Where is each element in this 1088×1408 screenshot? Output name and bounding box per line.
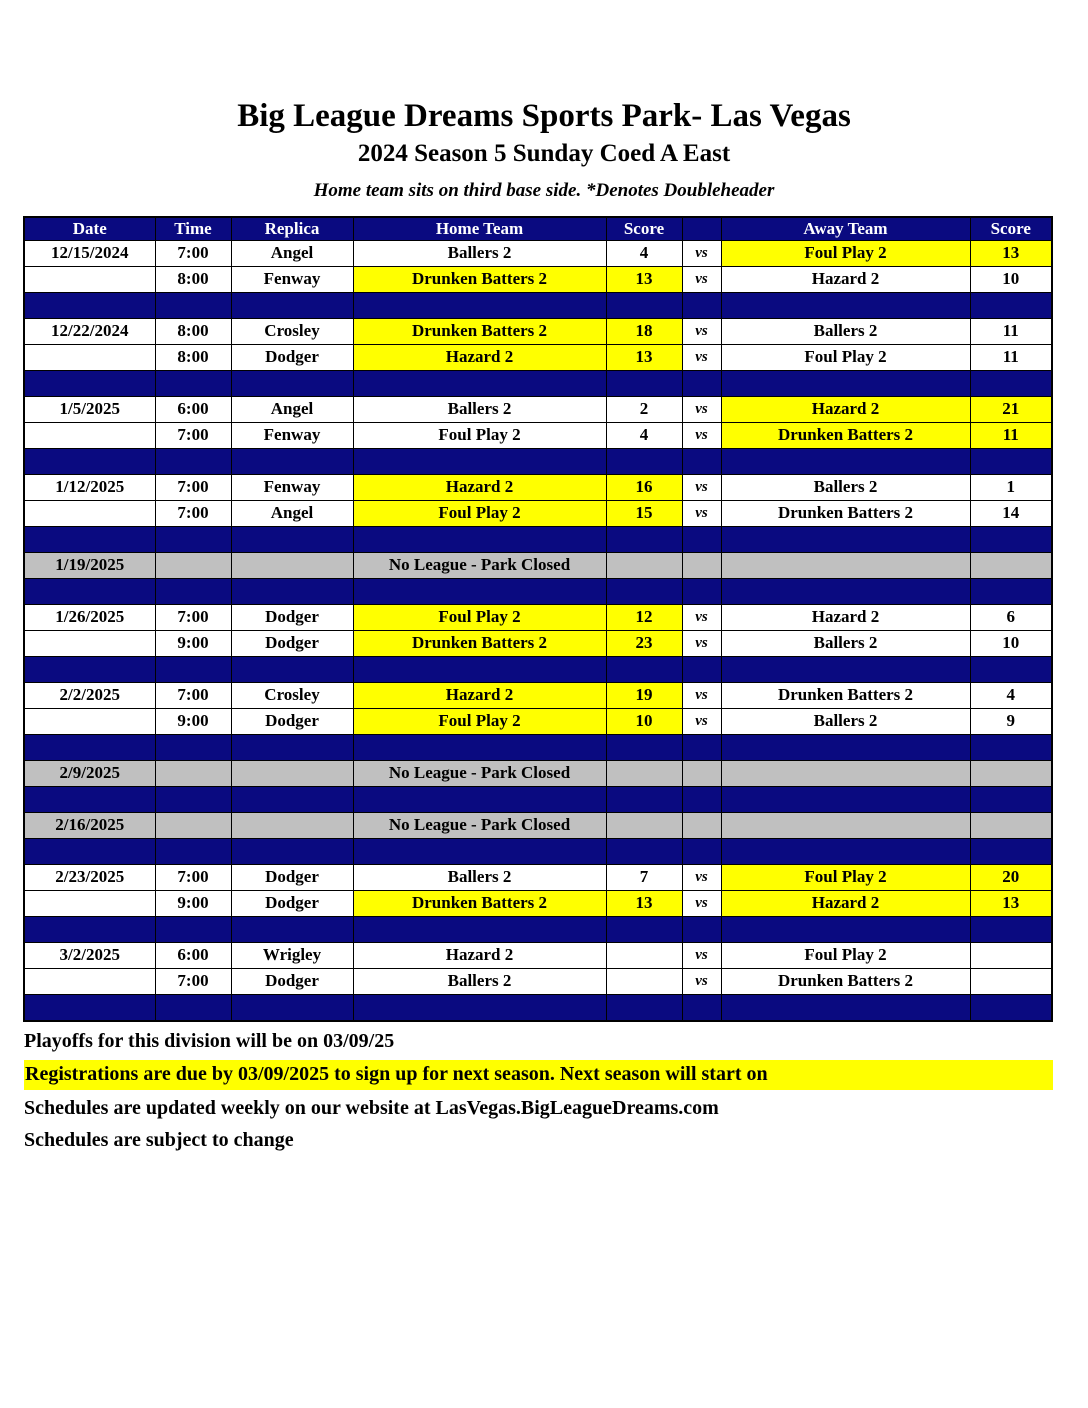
- separator-row: [24, 578, 1052, 604]
- game-replica: Fenway: [231, 422, 353, 448]
- separator-cell: [606, 292, 682, 318]
- closed-cell: [970, 760, 1052, 786]
- game-replica: Fenway: [231, 266, 353, 292]
- game-replica: Dodger: [231, 864, 353, 890]
- home-team-score: 23: [606, 630, 682, 656]
- separator-cell: [155, 734, 231, 760]
- schedule-table: [23, 216, 1053, 1022]
- game-time: 9:00: [155, 890, 231, 916]
- vs-label: vs: [682, 396, 721, 422]
- separator-cell: [353, 994, 606, 1021]
- separator-cell: [606, 786, 682, 812]
- away-team-score: 14: [970, 500, 1052, 526]
- separator-cell: [721, 786, 970, 812]
- website-note: Schedules are updated weekly on our website at LasVegas.BigLeagueDreams.com: [24, 1096, 719, 1119]
- closed-cell: [606, 552, 682, 578]
- col-header-date: Date: [24, 217, 155, 241]
- away-team-name: Ballers 2: [721, 630, 970, 656]
- col-header-vs: [682, 217, 721, 241]
- vs-label: vs: [682, 266, 721, 292]
- away-team-name: Foul Play 2: [721, 864, 970, 890]
- closed-cell: [721, 552, 970, 578]
- vs-label: vs: [682, 890, 721, 916]
- game-replica: Wrigley: [231, 942, 353, 968]
- separator-cell: [970, 994, 1052, 1021]
- game-row: [24, 864, 1052, 890]
- away-team-name: Hazard 2: [721, 890, 970, 916]
- separator-cell: [606, 526, 682, 552]
- away-team-name: Hazard 2: [721, 396, 970, 422]
- footer: [24, 1030, 1053, 1152]
- separator-cell: [606, 994, 682, 1021]
- separator-cell: [24, 526, 155, 552]
- away-team-name: Drunken Batters 2: [721, 500, 970, 526]
- game-time: 6:00: [155, 942, 231, 968]
- page-subtitle: 2024 Season 5 Sunday Coed A East: [357, 140, 731, 168]
- game-row: [24, 630, 1052, 656]
- separator-row: [24, 292, 1052, 318]
- registrations-note: Registrations are due by 03/09/2025 to sign up for next season. Next season will start on: [24, 1060, 1053, 1090]
- game-date: [24, 344, 155, 370]
- separator-cell: [721, 292, 970, 318]
- away-team-name: Foul Play 2: [721, 344, 970, 370]
- away-team-score: 9: [970, 708, 1052, 734]
- closed-cell: [606, 812, 682, 838]
- separator-cell: [24, 994, 155, 1021]
- separator-cell: [231, 838, 353, 864]
- game-time: 7:00: [155, 474, 231, 500]
- game-row: [24, 682, 1052, 708]
- separator-row: [24, 734, 1052, 760]
- home-team-name: Hazard 2: [353, 344, 606, 370]
- separator-cell: [155, 838, 231, 864]
- separator-row: [24, 448, 1052, 474]
- separator-cell: [721, 370, 970, 396]
- game-row: [24, 344, 1052, 370]
- game-date: 12/15/2024: [24, 240, 155, 266]
- away-team-score: [970, 968, 1052, 994]
- separator-cell: [682, 994, 721, 1021]
- game-replica: Dodger: [231, 708, 353, 734]
- game-replica: Crosley: [231, 682, 353, 708]
- separator-cell: [24, 656, 155, 682]
- separator-cell: [970, 656, 1052, 682]
- separator-cell: [970, 292, 1052, 318]
- game-time: 9:00: [155, 630, 231, 656]
- vs-label: vs: [682, 708, 721, 734]
- separator-cell: [155, 786, 231, 812]
- home-team-score: [606, 942, 682, 968]
- separator-cell: [353, 656, 606, 682]
- game-replica: Crosley: [231, 318, 353, 344]
- game-date: [24, 708, 155, 734]
- separator-cell: [682, 838, 721, 864]
- game-date: 12/22/2024: [24, 318, 155, 344]
- game-time: 8:00: [155, 344, 231, 370]
- separator-cell: [231, 734, 353, 760]
- game-date: [24, 500, 155, 526]
- game-row: [24, 942, 1052, 968]
- home-team-name: Ballers 2: [353, 240, 606, 266]
- vs-label: vs: [682, 942, 721, 968]
- closed-label: No League - Park Closed: [353, 812, 606, 838]
- away-team-name: Ballers 2: [721, 708, 970, 734]
- home-team-name: Ballers 2: [353, 968, 606, 994]
- game-date: [24, 422, 155, 448]
- separator-cell: [682, 786, 721, 812]
- game-time: 7:00: [155, 422, 231, 448]
- separator-cell: [231, 786, 353, 812]
- home-team-score: 7: [606, 864, 682, 890]
- schedule-table-body: [24, 240, 1052, 1021]
- separator-cell: [606, 448, 682, 474]
- col-header-time: Time: [155, 217, 231, 241]
- game-row: [24, 604, 1052, 630]
- game-row: [24, 708, 1052, 734]
- separator-cell: [155, 370, 231, 396]
- separator-cell: [155, 994, 231, 1021]
- separator-cell: [24, 786, 155, 812]
- vs-label: vs: [682, 474, 721, 500]
- game-date: [24, 630, 155, 656]
- closed-cell: [155, 552, 231, 578]
- game-time: 8:00: [155, 266, 231, 292]
- away-team-score: 10: [970, 266, 1052, 292]
- separator-cell: [155, 916, 231, 942]
- separator-cell: [682, 656, 721, 682]
- home-team-score: 10: [606, 708, 682, 734]
- game-replica: Dodger: [231, 968, 353, 994]
- game-row: [24, 890, 1052, 916]
- game-date: 2/2/2025: [24, 682, 155, 708]
- away-team-score: 1: [970, 474, 1052, 500]
- game-time: 7:00: [155, 604, 231, 630]
- separator-row: [24, 994, 1052, 1021]
- away-team-name: Foul Play 2: [721, 942, 970, 968]
- home-team-name: Drunken Batters 2: [353, 266, 606, 292]
- separator-cell: [721, 578, 970, 604]
- separator-cell: [721, 994, 970, 1021]
- away-team-name: Hazard 2: [721, 266, 970, 292]
- game-row: [24, 500, 1052, 526]
- game-replica: Dodger: [231, 890, 353, 916]
- col-header-away-team: Away Team: [721, 217, 970, 241]
- home-team-score: 18: [606, 318, 682, 344]
- separator-cell: [353, 370, 606, 396]
- separator-cell: [721, 656, 970, 682]
- home-team-score: 13: [606, 344, 682, 370]
- separator-cell: [231, 526, 353, 552]
- separator-cell: [24, 734, 155, 760]
- closed-date: 1/19/2025: [24, 552, 155, 578]
- separator-cell: [682, 734, 721, 760]
- home-team-score: 15: [606, 500, 682, 526]
- away-team-score: 10: [970, 630, 1052, 656]
- col-header-home-score: Score: [606, 217, 682, 241]
- separator-cell: [682, 526, 721, 552]
- game-row: [24, 396, 1052, 422]
- separator-cell: [155, 656, 231, 682]
- col-header-replica: Replica: [231, 217, 353, 241]
- separator-row: [24, 370, 1052, 396]
- game-row: [24, 968, 1052, 994]
- game-row: [24, 318, 1052, 344]
- closed-cell: [682, 760, 721, 786]
- away-team-score: 20: [970, 864, 1052, 890]
- game-date: [24, 890, 155, 916]
- away-team-score: 6: [970, 604, 1052, 630]
- home-team-note: Home team sits on third base side. *Denotes Doubleheader: [313, 179, 775, 201]
- separator-row: [24, 838, 1052, 864]
- separator-cell: [606, 916, 682, 942]
- closed-cell: [231, 760, 353, 786]
- separator-cell: [970, 448, 1052, 474]
- separator-cell: [231, 292, 353, 318]
- separator-cell: [353, 916, 606, 942]
- closed-cell: [606, 760, 682, 786]
- away-team-score: 11: [970, 422, 1052, 448]
- away-team-score: 13: [970, 890, 1052, 916]
- separator-cell: [970, 916, 1052, 942]
- separator-cell: [606, 734, 682, 760]
- game-row: [24, 266, 1052, 292]
- separator-cell: [682, 578, 721, 604]
- separator-cell: [606, 656, 682, 682]
- game-time: 9:00: [155, 708, 231, 734]
- game-date: 2/23/2025: [24, 864, 155, 890]
- game-date: [24, 266, 155, 292]
- separator-cell: [721, 734, 970, 760]
- separator-cell: [682, 370, 721, 396]
- separator-cell: [721, 916, 970, 942]
- vs-label: vs: [682, 864, 721, 890]
- home-team-name: Foul Play 2: [353, 604, 606, 630]
- separator-cell: [231, 916, 353, 942]
- home-team-name: Foul Play 2: [353, 708, 606, 734]
- page-title: Big League Dreams Sports Park- Las Vegas: [237, 98, 851, 134]
- separator-cell: [353, 292, 606, 318]
- game-date: 1/26/2025: [24, 604, 155, 630]
- away-team-score: 11: [970, 318, 1052, 344]
- separator-cell: [721, 448, 970, 474]
- home-team-name: Hazard 2: [353, 474, 606, 500]
- game-replica: Dodger: [231, 604, 353, 630]
- game-replica: Dodger: [231, 630, 353, 656]
- game-time: 6:00: [155, 396, 231, 422]
- game-replica: Fenway: [231, 474, 353, 500]
- separator-cell: [606, 838, 682, 864]
- separator-cell: [970, 578, 1052, 604]
- vs-label: vs: [682, 968, 721, 994]
- vs-label: vs: [682, 240, 721, 266]
- game-time: 7:00: [155, 240, 231, 266]
- closed-label: No League - Park Closed: [353, 552, 606, 578]
- home-team-name: Drunken Batters 2: [353, 630, 606, 656]
- vs-label: vs: [682, 344, 721, 370]
- home-team-name: Drunken Batters 2: [353, 890, 606, 916]
- game-time: 7:00: [155, 968, 231, 994]
- closed-row: [24, 812, 1052, 838]
- separator-cell: [970, 838, 1052, 864]
- game-row: [24, 422, 1052, 448]
- game-date: 1/5/2025: [24, 396, 155, 422]
- vs-label: vs: [682, 604, 721, 630]
- away-team-score: 4: [970, 682, 1052, 708]
- home-team-score: 12: [606, 604, 682, 630]
- separator-cell: [682, 448, 721, 474]
- game-date: 1/12/2025: [24, 474, 155, 500]
- away-team-score: 21: [970, 396, 1052, 422]
- closed-cell: [682, 552, 721, 578]
- home-team-score: 13: [606, 890, 682, 916]
- away-team-name: Hazard 2: [721, 604, 970, 630]
- home-team-score: 13: [606, 266, 682, 292]
- home-team-score: 4: [606, 240, 682, 266]
- closed-date: 2/9/2025: [24, 760, 155, 786]
- away-team-name: Drunken Batters 2: [721, 682, 970, 708]
- home-team-name: Foul Play 2: [353, 422, 606, 448]
- separator-cell: [231, 656, 353, 682]
- home-team-score: [606, 968, 682, 994]
- separator-row: [24, 526, 1052, 552]
- separator-cell: [353, 786, 606, 812]
- home-team-name: Ballers 2: [353, 864, 606, 890]
- vs-label: vs: [682, 630, 721, 656]
- separator-cell: [721, 526, 970, 552]
- closed-cell: [231, 552, 353, 578]
- separator-row: [24, 786, 1052, 812]
- home-team-name: Drunken Batters 2: [353, 318, 606, 344]
- vs-label: vs: [682, 318, 721, 344]
- separator-cell: [682, 916, 721, 942]
- game-date: 3/2/2025: [24, 942, 155, 968]
- subject-to-change-note: Schedules are subject to change: [24, 1128, 294, 1151]
- separator-cell: [155, 448, 231, 474]
- closed-cell: [721, 760, 970, 786]
- closed-cell: [970, 812, 1052, 838]
- separator-cell: [24, 838, 155, 864]
- separator-cell: [721, 838, 970, 864]
- separator-cell: [24, 448, 155, 474]
- vs-label: vs: [682, 422, 721, 448]
- away-team-name: Drunken Batters 2: [721, 968, 970, 994]
- closed-cell: [970, 552, 1052, 578]
- game-replica: Angel: [231, 396, 353, 422]
- separator-cell: [231, 370, 353, 396]
- game-replica: Angel: [231, 240, 353, 266]
- game-time: 7:00: [155, 682, 231, 708]
- home-team-name: Hazard 2: [353, 942, 606, 968]
- away-team-name: Ballers 2: [721, 474, 970, 500]
- closed-cell: [155, 760, 231, 786]
- separator-row: [24, 916, 1052, 942]
- separator-cell: [155, 292, 231, 318]
- separator-cell: [970, 734, 1052, 760]
- game-time: 7:00: [155, 500, 231, 526]
- vs-label: vs: [682, 500, 721, 526]
- away-team-score: [970, 942, 1052, 968]
- separator-cell: [24, 916, 155, 942]
- separator-cell: [353, 578, 606, 604]
- separator-cell: [353, 734, 606, 760]
- separator-cell: [353, 526, 606, 552]
- home-team-score: 19: [606, 682, 682, 708]
- closed-cell: [721, 812, 970, 838]
- game-row: [24, 240, 1052, 266]
- separator-cell: [970, 786, 1052, 812]
- separator-cell: [970, 370, 1052, 396]
- col-header-home-team: Home Team: [353, 217, 606, 241]
- separator-cell: [606, 578, 682, 604]
- separator-cell: [231, 578, 353, 604]
- home-team-name: Foul Play 2: [353, 500, 606, 526]
- closed-row: [24, 760, 1052, 786]
- closed-date: 2/16/2025: [24, 812, 155, 838]
- separator-cell: [24, 578, 155, 604]
- separator-cell: [353, 448, 606, 474]
- game-time: 7:00: [155, 864, 231, 890]
- game-time: 8:00: [155, 318, 231, 344]
- game-date: [24, 968, 155, 994]
- separator-cell: [24, 370, 155, 396]
- home-team-name: Hazard 2: [353, 682, 606, 708]
- closed-label: No League - Park Closed: [353, 760, 606, 786]
- separator-row: [24, 656, 1052, 682]
- away-team-name: Drunken Batters 2: [721, 422, 970, 448]
- col-header-away-score: Score: [970, 217, 1052, 241]
- separator-cell: [682, 292, 721, 318]
- away-team-score: 11: [970, 344, 1052, 370]
- home-team-score: 4: [606, 422, 682, 448]
- home-team-name: Ballers 2: [353, 396, 606, 422]
- playoffs-note: Playoffs for this division will be on 03/09/25: [24, 1029, 395, 1052]
- separator-cell: [231, 448, 353, 474]
- separator-cell: [353, 838, 606, 864]
- game-replica: Dodger: [231, 344, 353, 370]
- closed-row: [24, 552, 1052, 578]
- vs-label: vs: [682, 682, 721, 708]
- home-team-score: 16: [606, 474, 682, 500]
- game-row: [24, 474, 1052, 500]
- home-team-score: 2: [606, 396, 682, 422]
- separator-cell: [24, 292, 155, 318]
- separator-cell: [970, 526, 1052, 552]
- closed-cell: [231, 812, 353, 838]
- separator-cell: [231, 994, 353, 1021]
- closed-cell: [155, 812, 231, 838]
- separator-cell: [606, 370, 682, 396]
- game-replica: Angel: [231, 500, 353, 526]
- separator-cell: [155, 526, 231, 552]
- away-team-name: Foul Play 2: [721, 240, 970, 266]
- table-header-row: [24, 217, 1052, 241]
- away-team-name: Ballers 2: [721, 318, 970, 344]
- away-team-score: 13: [970, 240, 1052, 266]
- closed-cell: [682, 812, 721, 838]
- separator-cell: [155, 578, 231, 604]
